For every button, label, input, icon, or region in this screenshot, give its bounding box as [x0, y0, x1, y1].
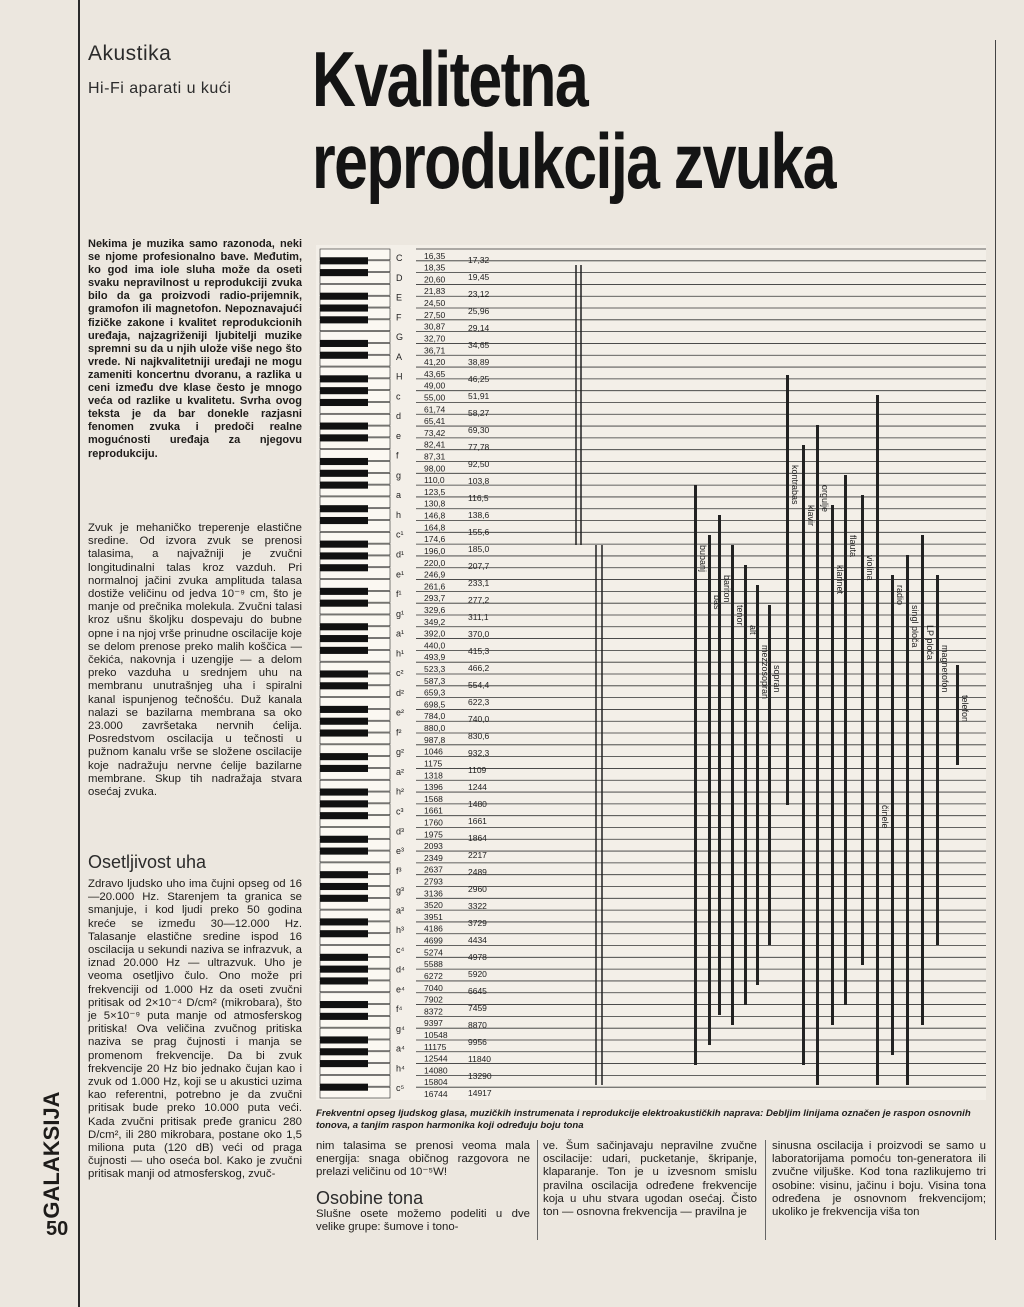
frequency-label-sharp: 77,78 [468, 442, 490, 452]
frequency-label-sharp: 277,2 [468, 595, 490, 605]
instrument-label: kontrabas [790, 465, 800, 505]
frequency-label: 1661 [424, 805, 443, 816]
note-label: A [396, 351, 403, 362]
frequency-label: 1046 [424, 746, 443, 757]
note-label: c¹ [396, 529, 404, 540]
piano-black-key [320, 541, 368, 548]
piano-black-key [320, 340, 368, 347]
note-label: g¹ [396, 608, 405, 619]
frequency-label-sharp: 311,1 [468, 612, 489, 622]
frequency-label: 1760 [424, 817, 443, 828]
instrument-label: singl ploča [910, 605, 920, 648]
note-label: a [396, 490, 402, 501]
piano-black-key [320, 812, 368, 819]
frequency-label-sharp: 554,4 [468, 680, 490, 690]
note-label: c [396, 391, 401, 402]
frequency-label: 784,0 [424, 711, 446, 722]
frequency-label: 18,35 [424, 262, 446, 273]
instrument-label: LP ploča [925, 625, 935, 660]
frequency-label-sharp: 13290 [468, 1071, 492, 1081]
column-4-text: ve. Šum sačinjavaju nepravilne zvučne oscilacije: udari, pucketanje, škripanje, klaparanje. Ton je u izvesnom smislu pravilna oscilacija određene frekvencije koja u uhu stvara ugodan osećaj. Čisto ton — osnovna frekvencija — pravilna je [543, 1140, 757, 1219]
instrument-range-bar [756, 585, 759, 985]
frequency-label: 1318 [424, 770, 443, 781]
frequency-label: 174,6 [424, 534, 446, 545]
frequency-label-sharp: 932,3 [468, 748, 490, 758]
piano-black-key [320, 399, 368, 406]
frequency-label: 12544 [424, 1053, 448, 1064]
column-3-text-b: Slušne osete možemo podeliti u dve velike grupe: šumove i tono- [316, 1208, 530, 1234]
frequency-label-sharp: 138,6 [468, 510, 490, 520]
frequency-label: 32,70 [424, 333, 446, 344]
instrument-range-bar [802, 445, 805, 1065]
frequency-label-sharp: 1480 [468, 799, 487, 809]
column-divider [537, 1140, 538, 1240]
piano-black-key [320, 930, 368, 937]
frequency-label-sharp: 38,89 [468, 357, 490, 367]
instrument-range-bar [956, 665, 959, 765]
frequency-label-sharp: 9956 [468, 1037, 487, 1047]
note-label: d³ [396, 826, 405, 837]
piano-black-key [320, 765, 368, 772]
note-label: h² [396, 786, 405, 797]
piano-black-key [320, 883, 368, 890]
frequency-label-sharp: 370,0 [468, 629, 490, 639]
frequency-label: 523,3 [424, 664, 446, 674]
frequency-label: 392,0 [424, 628, 446, 639]
frequency-label: 1975 [424, 829, 443, 840]
frequency-label: 329,6 [424, 604, 446, 615]
instrument-label: flauta [848, 535, 858, 558]
frequency-label-sharp: 3322 [468, 901, 487, 911]
body-paragraph-1: Zvuk je mehaničko treperenje elastične sredine. Od izvora zvuk se prenosi talasima, a najvažniji je zvučni longitudinalni talas kroz vazduh. Pri normalnoj jačini zvuka amplituda talasa dostiže veličinu od jedva 10⁻⁹ cm, što je manje od prečnika molekula. Zvučni talasi kroz ušnu školjku dospevaju do bubne opne i na njoj vrše prinudne oscilacije koje se delom prenose preko malih koščica — čekića, nakovnja i uzengije — a delom preko vazduha u srednjem uhu na membranu unutrašnjeg uha i spiralni kanal ispunjenog tečnošću. Duž kanala nalazi se bazilarna membrana sa oko 23.000 završetaka nervnih ćelija. Posredstvom oscilacija u tečnosti u pužnom kanalu vrše se složene oscilacije koje nadražuju nervne ćelije bazilarne membrane. Skup tih nadražaja stvara osećaj zvuka. [88, 522, 302, 799]
piano-black-key [320, 505, 368, 512]
instrument-label: violina [865, 555, 875, 581]
piano-black-key [320, 718, 368, 725]
frequency-label: 2349 [424, 852, 443, 863]
frequency-label: 3136 [424, 888, 443, 899]
frequency-label-sharp: 2217 [468, 850, 487, 860]
frequency-label-sharp: 466,2 [468, 663, 490, 673]
piano-black-key [320, 257, 368, 264]
instrument-range-bar [831, 505, 834, 1025]
frequency-label: 87,31 [424, 451, 446, 462]
piano-black-key [320, 848, 368, 855]
frequency-label: 5588 [424, 959, 443, 970]
piano-black-key [320, 458, 368, 465]
note-label: E [396, 292, 403, 303]
instrument-label: bariton [722, 575, 732, 603]
piano-black-key [320, 977, 368, 984]
note-label: a¹ [396, 628, 405, 639]
frequency-label-sharp: 51,91 [468, 391, 490, 401]
right-rule [995, 40, 996, 1240]
magazine-name: GALAKSIJA [39, 1091, 64, 1219]
section-label: Akustika [88, 42, 172, 65]
frequency-label: 3520 [424, 900, 443, 911]
frequency-label: 349,2 [424, 616, 446, 627]
piano-black-key [320, 647, 368, 654]
column-5-text: sinusna oscilacija i proizvodi se samo u laboratorijama pomoću ton-generatora ili zvučne viljuške. Kod tona razlikujemo tri osobine: visinu, jačinu i boju. Visina tona određena je osnovnom frekvencijom; ukoliko je frekvencija viša ton [772, 1140, 986, 1219]
note-label: g² [396, 747, 405, 758]
frequency-label: 61,74 [424, 404, 446, 415]
instrument-range-bar [694, 485, 697, 1065]
note-label: c⁵ [396, 1083, 405, 1094]
frequency-label-sharp: 23,12 [468, 289, 490, 299]
note-label: h [396, 509, 402, 520]
note-label: a² [396, 766, 405, 777]
frequency-label-sharp: 69,30 [468, 425, 490, 435]
frequency-label-sharp: 116,5 [468, 493, 489, 503]
frequency-label: 1396 [424, 782, 443, 793]
piano-black-key [320, 470, 368, 477]
magazine-logo [39, 1091, 72, 1219]
note-label: c⁴ [396, 944, 405, 955]
frequency-label: 65,41 [424, 416, 446, 427]
piano-black-key [320, 564, 368, 571]
piano-black-key [320, 434, 368, 441]
frequency-label: 24,50 [424, 298, 446, 309]
note-label: f [396, 450, 399, 461]
piano-black-key [320, 600, 368, 607]
note-label: c² [396, 668, 404, 679]
note-label: F [396, 312, 402, 323]
frequency-chart [316, 245, 986, 1100]
piano-black-key [320, 517, 368, 524]
note-label: c³ [396, 806, 404, 817]
frequency-label: 246,9 [424, 569, 446, 580]
frequency-label-sharp: 8870 [468, 1020, 487, 1030]
frequency-label-sharp: 155,6 [468, 527, 490, 537]
note-label: e² [396, 707, 405, 718]
frequency-label: 16744 [424, 1089, 448, 1099]
title-line-2: reprodukcija zvuka [312, 117, 836, 205]
note-label: C [396, 253, 403, 263]
piano-black-key [320, 670, 368, 677]
instrument-label: sopran [772, 665, 782, 693]
instrument-range-bar [844, 475, 847, 1005]
frequency-label-sharp: 740,0 [468, 714, 490, 724]
frequency-label-sharp: 7459 [468, 1003, 487, 1013]
piano-black-key [320, 293, 368, 300]
frequency-label-sharp: 830,6 [468, 731, 490, 741]
note-label: h³ [396, 925, 405, 936]
frequency-label: 21,83 [424, 286, 446, 297]
frequency-label-sharp: 2489 [468, 867, 487, 877]
frequency-label: 1175 [424, 758, 443, 769]
frequency-label-sharp: 1661 [468, 816, 487, 826]
piano-black-key [320, 375, 368, 382]
piano-black-key [320, 1036, 368, 1043]
frequency-label: 6272 [424, 970, 443, 981]
frequency-label: 261,6 [424, 581, 446, 592]
piano-black-key [320, 352, 368, 359]
instrument-label: tenor [735, 605, 745, 626]
body-paragraph-2: Zdravo ljudsko uho ima čujni opseg od 16—20.000 Hz. Starenjem ta granica se smanjuje, i kod ljudi preko 50 godina kreće se između 30—12.000 Hz. Talasanje elastične sredine ispod 16 oscilacija u sekundi naziva se infrazvuk, a iznad 20.000 Hz — ultrazvuk. Uho je veoma osetljivo čulo. Ono može pri frekvenciji od 1.000 Hz da oseti zvučni pritisak od 2×10⁻⁴ D/cm² (mikrobara), što je 5×10⁻⁹ puta manje od atmosferskog pritiska! Ova veličina zvučnog pritiska naziva se prag čujnosti i manja se promenom frekvencije. Da bi zvuk frekvencije 20 Hz bio jednako čujan kao i zvuk od 1.000 Hz, koji se u akustici uzima kao referentni, potrebno je da zvučni pritisak bude preko 10.000 puta veći. Kada zvučni pritisak pređe granicu 280 D/cm², ili 280 mikrobara, postane oko 1,5 miliona puta (120 dB) veći od praga čujnosti — uho oseća bol. Kako je zvučni pritisak manji od atmosferskog, zvuč- [88, 878, 302, 1181]
frequency-label-sharp: 185,0 [468, 544, 490, 554]
frequency-label: 41,20 [424, 357, 446, 368]
frequency-label: 30,87 [424, 321, 446, 332]
piano-black-key [320, 1048, 368, 1055]
instrument-range-bar [744, 565, 747, 1005]
frequency-label: 2093 [424, 841, 443, 852]
frequency-label-sharp: 4978 [468, 952, 487, 962]
instrument-label: mezzosopran [760, 645, 770, 700]
instrument-range-bar [936, 575, 939, 945]
frequency-label: 16,35 [424, 250, 446, 261]
frequency-label: 196,0 [424, 545, 446, 556]
piano-black-key [320, 1084, 368, 1091]
subheading-osetljivost: Osetljivost uha [88, 852, 207, 872]
frequency-label-sharp: 3729 [468, 918, 487, 928]
note-label: e¹ [396, 569, 405, 580]
frequency-label: 15804 [424, 1077, 448, 1088]
frequency-label: 20,60 [424, 274, 446, 285]
instrument-label: telefon [960, 695, 970, 723]
frequency-label-sharp: 1864 [468, 833, 487, 843]
frequency-label-sharp: 233,1 [468, 578, 490, 588]
frequency-label: 43,65 [424, 368, 446, 379]
subheading-osobine: Osobine tona [316, 1188, 424, 1208]
piano-black-key [320, 706, 368, 713]
piano-black-key [320, 423, 368, 430]
subsection-label: Hi-Fi aparati u kući [88, 80, 232, 97]
piano-black-key [320, 918, 368, 925]
instrument-label: bas [712, 595, 722, 610]
frequency-label: 698,5 [424, 699, 446, 710]
article-title [312, 35, 836, 205]
piano-black-key [320, 588, 368, 595]
note-label: h¹ [396, 648, 405, 659]
frequency-label: 9397 [424, 1018, 443, 1029]
frequency-label: 49,00 [424, 380, 446, 391]
frequency-label: 11175 [424, 1041, 447, 1052]
instrument-range-bar [891, 575, 894, 1055]
frequency-label: 587,3 [424, 675, 446, 686]
instrument-label: bubanj [698, 545, 708, 573]
note-label: f¹ [396, 589, 402, 600]
frequency-label: 659,3 [424, 687, 446, 698]
instrument-range-bar [786, 375, 789, 805]
frequency-label: 73,42 [424, 427, 446, 438]
frequency-label: 220,0 [424, 557, 446, 568]
frequency-label: 8372 [424, 1006, 443, 1017]
instrument-range-bar [731, 545, 734, 1025]
page-number: 50 [46, 1218, 69, 1240]
frequency-label: 130,8 [424, 498, 446, 509]
note-label: a³ [396, 905, 405, 916]
note-label: d² [396, 687, 405, 698]
piano-black-key [320, 871, 368, 878]
frequency-label: 2793 [424, 876, 443, 887]
frequency-label-sharp: 2960 [468, 884, 487, 894]
piano-black-key [320, 1013, 368, 1020]
instrument-label: činele [880, 805, 890, 829]
frequency-label: 10548 [424, 1029, 448, 1040]
frequency-label-sharp: 58,27 [468, 408, 490, 418]
note-label: e [396, 430, 402, 441]
note-label: f² [396, 727, 402, 738]
column-divider [765, 1140, 766, 1240]
note-label: h⁴ [396, 1063, 405, 1074]
note-label: G [396, 332, 404, 343]
note-label: e³ [396, 846, 405, 857]
instrument-label: magnetofon [940, 645, 950, 693]
frequency-label: 2637 [424, 864, 443, 875]
frequency-label: 293,7 [424, 593, 446, 604]
piano-black-key [320, 729, 368, 736]
frequency-label: 14080 [424, 1065, 448, 1076]
note-label: g⁴ [396, 1023, 405, 1034]
note-label: d⁴ [396, 964, 405, 975]
lead-paragraph: Nekima je muzika samo razonoda, neki se njome profesionalno bave. Međutim, ko god ima iole sluha može da oseti svaku nepravilnost u reprodukciji zvuka bilo da ga proizvodi radio-prijemnik, gramofon ili magnetofon. Nepoznavajući fizičke zakone i kvalitet reprodukcionih uređaja, najzagriženiji ljubitelji muzike spremni su da u njih ulože više nego što vrede. Ni najkvalitetniji uređaji ne mogu zameniti koncertnu dvoranu, a razlika u ceni između dve klase često je mnogo veća od razlike u kvalitetu. Svrha ovog teksta je da bar donekle razjasni fenomen zvuka i predoči realne mogućnosti uređaja za njegovu reprodukciju. [88, 238, 302, 460]
title-line-1: Kvalitetna [312, 35, 588, 123]
instrument-label: klarinet [835, 565, 845, 595]
piano-black-key [320, 316, 368, 323]
note-label: d¹ [396, 549, 405, 560]
frequency-label-sharp: 14917 [468, 1088, 492, 1098]
piano-black-key [320, 304, 368, 311]
piano-black-key [320, 482, 368, 489]
frequency-label-sharp: 5920 [468, 969, 487, 979]
piano-black-key [320, 966, 368, 973]
frequency-label-sharp: 17,32 [468, 255, 490, 265]
note-label: e⁴ [396, 984, 405, 995]
instrument-range-bar [708, 535, 711, 1045]
frequency-label-sharp: 1244 [468, 782, 487, 792]
frequency-label: 1568 [424, 793, 443, 804]
note-label: g [396, 470, 402, 481]
figure-caption: Frekventni opseg ljudskog glasa, muzičkih instrumenata i reprodukcije elektroakustičkih naprava: Debljim linijama označen je raspon osnovnih tonova, a tanjim raspon harmonika koji određuju boju tona [316, 1108, 971, 1131]
frequency-label: 4186 [424, 923, 443, 934]
note-label: f³ [396, 865, 402, 876]
instrument-range-bar [906, 555, 909, 1085]
frequency-label: 987,8 [424, 734, 446, 745]
frequency-label: 27,50 [424, 309, 446, 320]
instrument-range-bar [921, 535, 924, 1025]
frequency-label-sharp: 25,96 [468, 306, 490, 316]
piano-black-key [320, 552, 368, 559]
frequency-label: 440,0 [424, 640, 446, 651]
piano-black-key [320, 789, 368, 796]
note-label: H [396, 371, 403, 382]
frequency-label: 3951 [424, 911, 443, 922]
frequency-label: 55,00 [424, 392, 446, 403]
frequency-label-sharp: 19,45 [468, 272, 490, 282]
piano-black-key [320, 895, 368, 902]
instrument-range-bar [861, 495, 864, 965]
note-label: g³ [396, 885, 405, 896]
frequency-label: 493,9 [424, 652, 446, 663]
piano-black-key [320, 682, 368, 689]
frequency-label-sharp: 103,8 [468, 476, 490, 486]
instrument-range-bar [876, 395, 879, 1085]
frequency-label: 7902 [424, 994, 443, 1005]
frequency-label-sharp: 34,65 [468, 340, 490, 350]
frequency-label-sharp: 415,3 [468, 646, 490, 656]
piano-black-key [320, 269, 368, 276]
frequency-label-sharp: 207,7 [468, 561, 490, 571]
frequency-label: 82,41 [424, 439, 446, 450]
frequency-chart-svg [316, 245, 986, 1100]
instrument-label: klavir [806, 505, 816, 527]
frequency-label-sharp: 1109 [468, 765, 487, 775]
frequency-label: 110,0 [424, 475, 445, 486]
frequency-label: 880,0 [424, 723, 446, 734]
frequency-label-sharp: 4434 [468, 935, 487, 945]
note-label: f⁴ [396, 1004, 403, 1015]
frequency-label: 7040 [424, 982, 443, 993]
frequency-label-sharp: 46,25 [468, 374, 490, 384]
frequency-label: 36,71 [424, 345, 446, 356]
piano-black-key [320, 954, 368, 961]
piano-black-key [320, 1001, 368, 1008]
piano-black-key [320, 387, 368, 394]
frequency-label-sharp: 6645 [468, 986, 487, 996]
piano-black-key [320, 800, 368, 807]
piano-black-key [320, 836, 368, 843]
sidebar-rule [78, 0, 80, 1307]
frequency-label-sharp: 29,14 [468, 323, 490, 333]
piano-black-key [320, 623, 368, 630]
instrument-label: radio [895, 585, 905, 606]
note-label: D [396, 272, 403, 283]
frequency-label: 146,8 [424, 510, 446, 521]
instrument-label: orgulje [820, 485, 830, 513]
frequency-label: 98,00 [424, 463, 446, 474]
frequency-label: 164,8 [424, 522, 446, 533]
instrument-label: alt [748, 625, 758, 635]
piano-black-key [320, 753, 368, 760]
frequency-label: 5274 [424, 947, 443, 958]
frequency-label-sharp: 92,50 [468, 459, 490, 469]
frequency-label-sharp: 622,3 [468, 697, 490, 707]
frequency-label: 4699 [424, 935, 443, 946]
piano-black-key [320, 635, 368, 642]
column-3-text: nim talasima se prenosi veoma mala energija: snaga običnog razgovora ne prelazi veličinu od 10⁻⁵W! [316, 1140, 530, 1179]
note-label: a⁴ [396, 1043, 405, 1054]
frequency-label: 123,5 [424, 486, 446, 497]
piano-black-key [320, 1060, 368, 1067]
frequency-label-sharp: 11840 [468, 1054, 492, 1064]
instrument-range-bar [718, 515, 721, 1015]
note-label: d [396, 411, 402, 422]
